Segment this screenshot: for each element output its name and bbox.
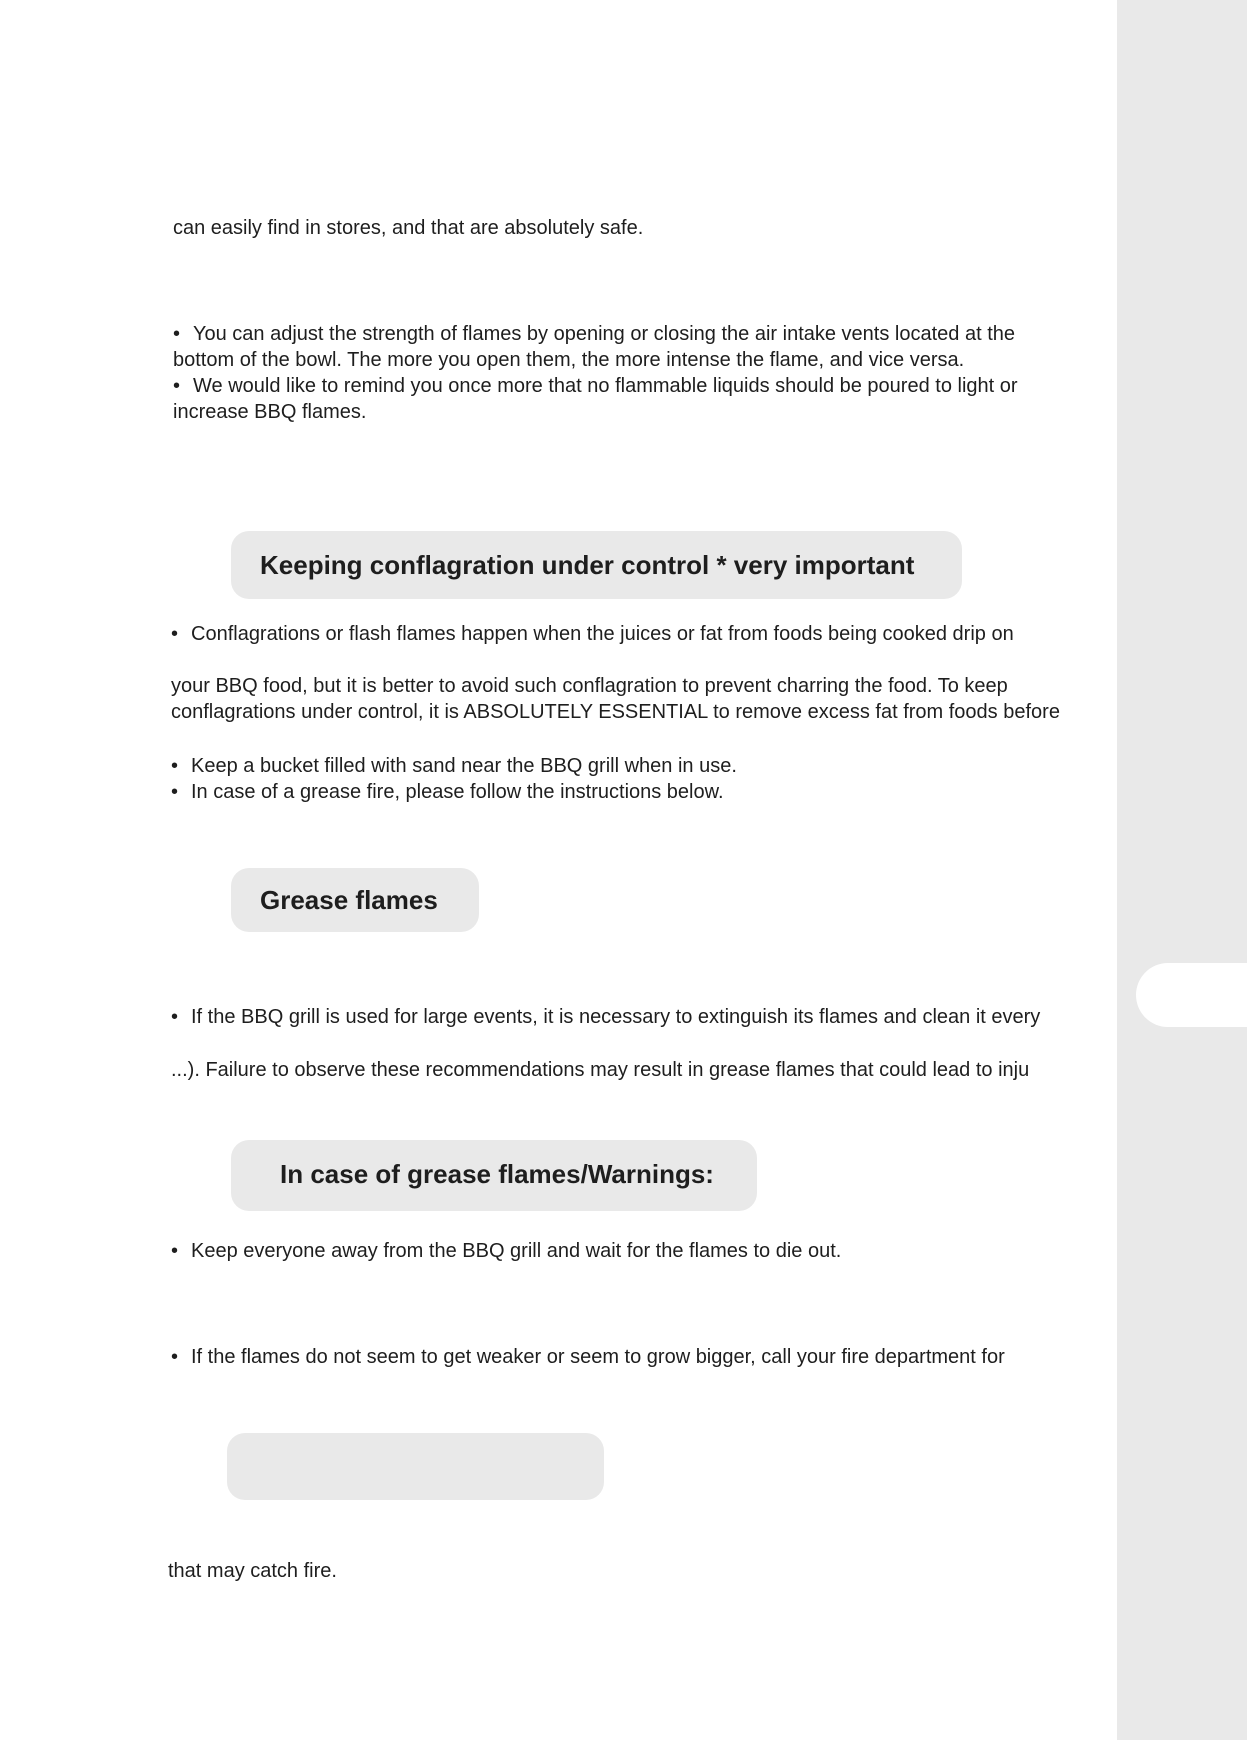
grease-bullet-1-line-1: [171, 1004, 1040, 1030]
bullet-glyph: •: [171, 755, 179, 777]
flames-tip-1-text: You can adjust the strength of flames by opening or closing the air intake vents located at the: [193, 323, 1016, 345]
conflagration-bullet-1-text: Conflagrations or flash flames happen when the juices or fat from foods being cooked drip on: [191, 623, 1014, 645]
conflagration-bullet-3-text: In case of a grease fire, please follow the instructions below.: [191, 781, 724, 803]
bullet-glyph: •: [173, 375, 181, 397]
conflagration-heading: Keeping conflagration under control * very important: [260, 550, 915, 580]
grease-bullet-1-line-2: ...). Failure to observe these recommendations may result in grease flames that could lead to inju: [171, 1059, 1030, 1081]
conflagration-bullet-1-line-1: [171, 621, 1014, 647]
conflagration-bullet-2-text: Keep a bucket filled with sand near the BBQ grill when in use.: [191, 755, 737, 777]
flames-tip-2-text: We would like to remind you once more that no flammable liquids should be poured to light or: [193, 375, 1018, 397]
side-tab-marker: [1136, 963, 1247, 1027]
last-heading-box: [227, 1433, 604, 1500]
bullet-glyph: •: [171, 623, 179, 645]
flames-tip-1-line-1: [173, 321, 1015, 347]
flames-tip-2-line-2: increase BBQ flames.: [173, 401, 367, 423]
conflagration-bullet-3: [171, 779, 724, 805]
conflagration-bullet-2: [171, 753, 737, 779]
bullet-glyph: •: [171, 781, 179, 803]
grease-bullet-1-text: If the BBQ grill is used for large events, it is necessary to extinguish its flames and clean it every: [191, 1006, 1041, 1028]
intro-line: can easily find in stores, and that are absolutely safe.: [173, 217, 644, 239]
last-line: that may catch fire.: [168, 1560, 337, 1582]
warnings-heading: In case of grease flames/Warnings:: [280, 1159, 714, 1189]
grease-heading: Grease flames: [260, 885, 438, 915]
side-margin-band: [1117, 0, 1247, 1740]
conflagration-bullet-1-line-3: conflagrations under control, it is ABSOLUTELY ESSENTIAL to remove excess fat from foods before: [171, 701, 1060, 723]
warnings-bullet-2-text: If the flames do not seem to get weaker or seem to grow bigger, call your fire department for: [191, 1346, 1005, 1368]
bullet-glyph: •: [171, 1346, 179, 1368]
warnings-bullet-2: [171, 1344, 1005, 1370]
conflagration-bullet-1-line-2: your BBQ food, but it is better to avoid such conflagration to prevent charring the food. To keep: [171, 675, 1008, 697]
warnings-bullet-1: [171, 1238, 841, 1264]
bullet-glyph: •: [173, 323, 181, 345]
warnings-bullet-1-text: Keep everyone away from the BBQ grill and wait for the flames to die out.: [191, 1240, 842, 1262]
flames-tip-2-line-1: [173, 373, 1018, 399]
bullet-glyph: •: [171, 1006, 179, 1028]
flames-tip-1-line-2: bottom of the bowl. The more you open them, the more intense the flame, and vice versa.: [173, 349, 965, 371]
bullet-glyph: •: [171, 1240, 179, 1262]
